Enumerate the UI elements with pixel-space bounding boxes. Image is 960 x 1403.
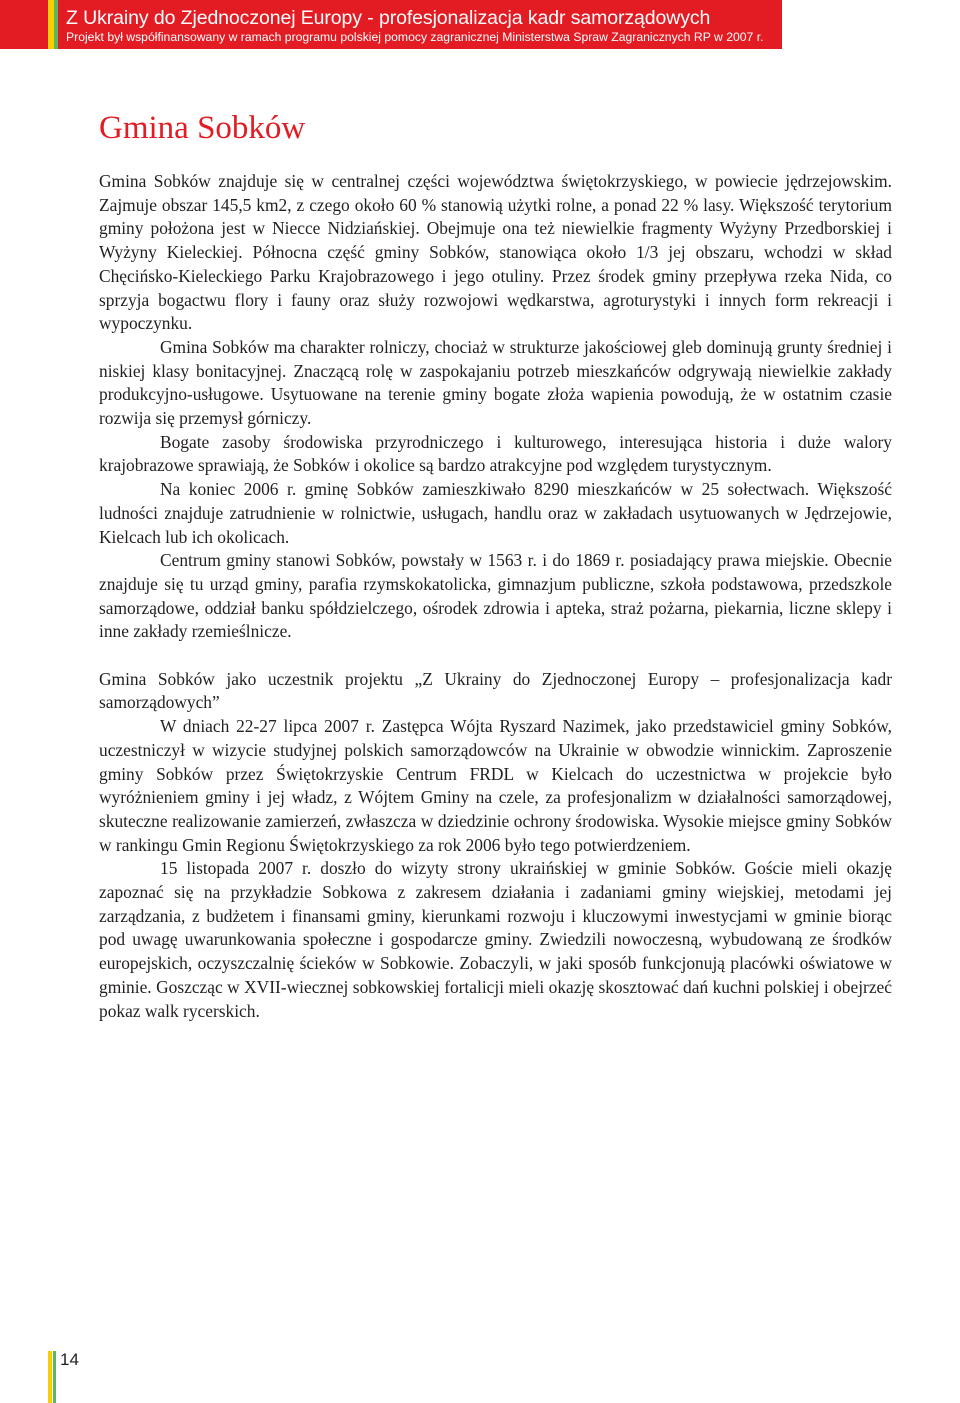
header-band: [0, 0, 800, 50]
paragraph: Na koniec 2006 r. gminę Sobków zamieszkiwało 8290 mieszkańców w 25 sołectwach. Większość ludności znajduje zatrudnienie w rolnictwie, usługach, handlu oraz w zakładach usytuowanych w Jędrzejowie, Kielcach lub ich okolicach.: [99, 479, 892, 547]
footer-yellow-stripe: [48, 1351, 52, 1403]
running-header-subtitle: Projekt był współfinansowany w ramach programu polskiej pomocy zagranicznej Ministerstwa Spraw Zagranicznych RP w 2007 r.: [66, 30, 764, 44]
footer-green-stripe: [53, 1351, 56, 1403]
paragraph: Gmina Sobków znajduje się w centralnej części województwa świętokrzyskiego, w powiecie jędrzejowskim. Zajmuje obszar 145,5 km2, z czego około 60 % stanowią użytki rolne, a ponad 22 % lasy. Większość terytorium gminy położona jest w Niecce Nidziańskiej. Obejmuje ona też niewielkie fragmenty Wyżyny Przedborskiej i Wyżyny Kieleckiej. Północna część gminy Sobków, stanowiąca około 1/3 jej obszaru, wchodzi w skład Chęcińsko-Kieleckiego Parku Krajobrazowego i jego otuliny. Przez środek gminy przepływa rzeka Nida, co sprzyja bogactwu flory i fauny oraz służy rozwojowi wędkarstwa, agroturystyki i innych form rekreacji i wypoczynku.: [99, 171, 892, 334]
paragraph: Bogate zasoby środowiska przyrodniczego i kulturowego, interesująca historia i duże walory krajobrazowe sprawiają, że Sobków i okolice są bardzo atrakcyjne pod względem turystycznym.: [99, 431, 892, 476]
page-title: Gmina Sobków: [99, 110, 306, 146]
body-text: [99, 170, 892, 1023]
paragraph: Gmina Sobków ma charakter rolniczy, chociaż w strukturze jakościowej gleb dominują grunty średniej i niskiej klasy bonitacyjnej. Znaczącą rolę w zaspokajaniu potrzeb mieszkańców odgrywają niewielkie zakłady produkcyjno-usługowe. Usytuowane na terenie gminy bogate złoża wapienia powodują, że w ostatnim czasie rozwija się przemysł górniczy.: [99, 336, 892, 429]
paragraph: W dniach 22-27 lipca 2007 r. Zastępca Wójta Ryszard Nazimek, jako przedstawiciel gminy Sobków, uczestniczył w wizycie studyjnej polskich samorządowców na Ukrainie w obwodzie winnickim. Zaproszenie gminy Sobków przez Świętokrzyskie Centrum FRDL w Kielcach do uczestnictwa w projekcie było wyróżnieniem gminy i jej władz, z Wójtem Gminy na czele, za profesjonalizm w działalności samorządowej, skuteczne realizowanie zamierzeń, zwłaszcza w dziedzinie ochrony środowiska. Wysokie miejsce gminy Sobków w rankingu Gmin Regionu Świętokrzyskiego za rok 2006 było tego potwierdzeniem.: [99, 716, 892, 855]
paragraph: Centrum gminy stanowi Sobków, powstały w 1563 r. i do 1869 r. posiadający prawa miejskie. Obecnie znajduje się tu urząd gminy, parafia rzymskokatolicka, gimnazjum publiczne, szkoła podstawowa, przedszkole samorządowe, oddział banku spółdzielczego, ośrodek zdrowia i apteka, straż pożarna, piekarnia, liczne sklepy i inne zakłady rzemieślnicze.: [99, 550, 892, 642]
running-header-title: Z Ukrainy do Zjednoczonej Europy - profesjonalizacja kadr samorządowych: [66, 7, 711, 29]
paragraph-gap: [99, 644, 892, 668]
paragraph: 15 listopada 2007 r. doszło do wizyty strony ukraińskiej w gminie Sobków. Goście mieli okazję zapoznać się na przykładzie Sobkowa z zakresem działania i zadaniami gminy wiejskiej, metodami jej zarządzania, z budżetem i finansami gminy, kierunkami rozwoju i kluczowymi inwestycjami w gminie biorąc pod uwagę uwarunkowania społeczne i gospodarcze gminy. Zwiedzili nowoczesną, wybudowaną ze środków europejskich, oczyszczalnię ścieków w Sobkowie. Zobaczyli, w jaki sposób funkcjonują placówki oświatowe w gminie. Goszcząc w XVII-wiecznej sobkowskiej fortalicji mieli okazję skosztować dań kuchni polskiej i obejrzeć pokaz walk rycerskich.: [99, 858, 892, 1021]
section-heading-paragraph: Gmina Sobków jako uczestnik projektu „Z Ukrainy do Zjednoczonej Europy – profesjonalizacja kadr samorządowych”: [99, 668, 892, 713]
header-green-stripe: [54, 0, 58, 49]
page-number: 14: [60, 1350, 79, 1369]
